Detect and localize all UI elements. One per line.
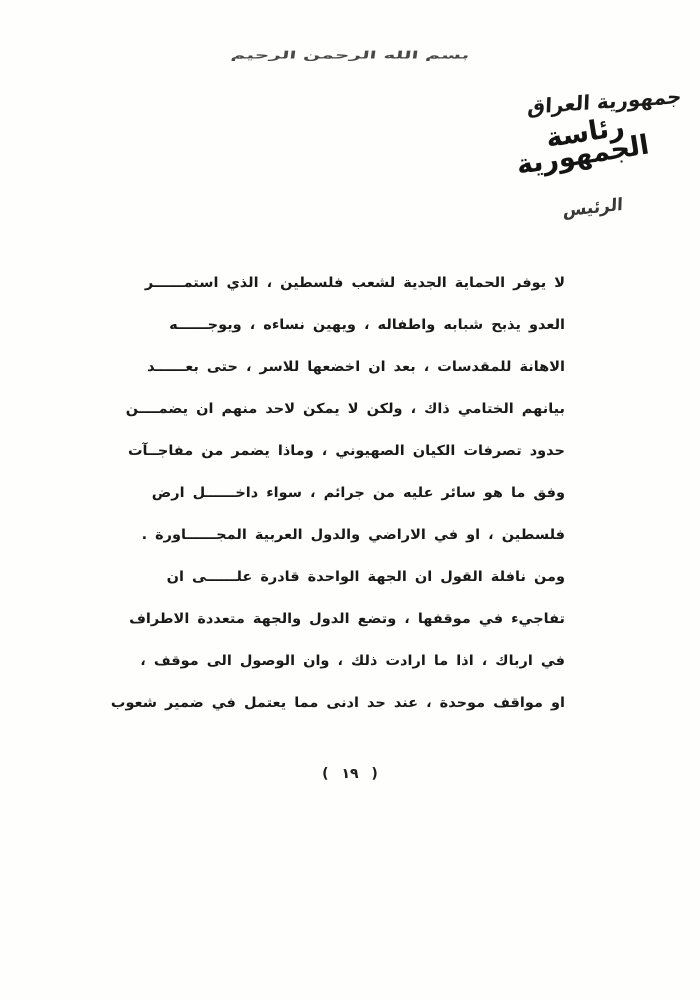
body-line: بيانهم الختامي ذاك ، ولكن لا يمكن لاحد منهم ان يضمــــن <box>125 401 565 417</box>
bismillah-calligraphy: بسم الله الرحمن الرحيم <box>229 49 471 62</box>
body-line: او مواقف موحدة ، عند حد ادنى مما يعتمل في ضمير شعوب <box>110 695 565 711</box>
body-line: الاهانة للمقدسات ، بعد ان اخضعها للاسر ، حتى بعــــــد <box>147 359 565 375</box>
letter-body <box>110 262 565 724</box>
body-line: ومن نافلة القول ان الجهة الواحدة قادرة علــــــى ان <box>166 569 565 585</box>
page-number: ( ١٩ ) <box>322 766 378 782</box>
body-line: لا يوفر الحماية الجدية لشعب فلسطين ، الذي استمــــــر <box>144 275 565 291</box>
body-line: العدو يذبح شبابه واطفاله ، ويهين نساءه ، ويوجــــــه <box>169 317 565 333</box>
letterhead-country: جمهورية العراق <box>527 83 683 119</box>
body-line: في ارباك ، اذا ما ارادت ذلك ، وان الوصول الى موقف ، <box>140 653 565 669</box>
presidency-emblem-calligraphy: رئاسة الجمهورية <box>514 111 652 182</box>
body-line: فلسطين ، او في الاراضي والدول العربية المجــــــاورة . <box>141 527 565 543</box>
body-line: حدود تصرفات الكيان الصهيوني ، وماذا يضمر من مفاجــآت <box>127 443 565 459</box>
body-line: وفق ما هو سائر عليه من جرائم ، سواء داخــــــل ارض <box>151 485 565 501</box>
president-title: الرئيس <box>562 194 624 222</box>
body-line: تفاجيء في موقفها ، وتضع الدول والجهة متعددة الاطراف <box>129 611 565 627</box>
